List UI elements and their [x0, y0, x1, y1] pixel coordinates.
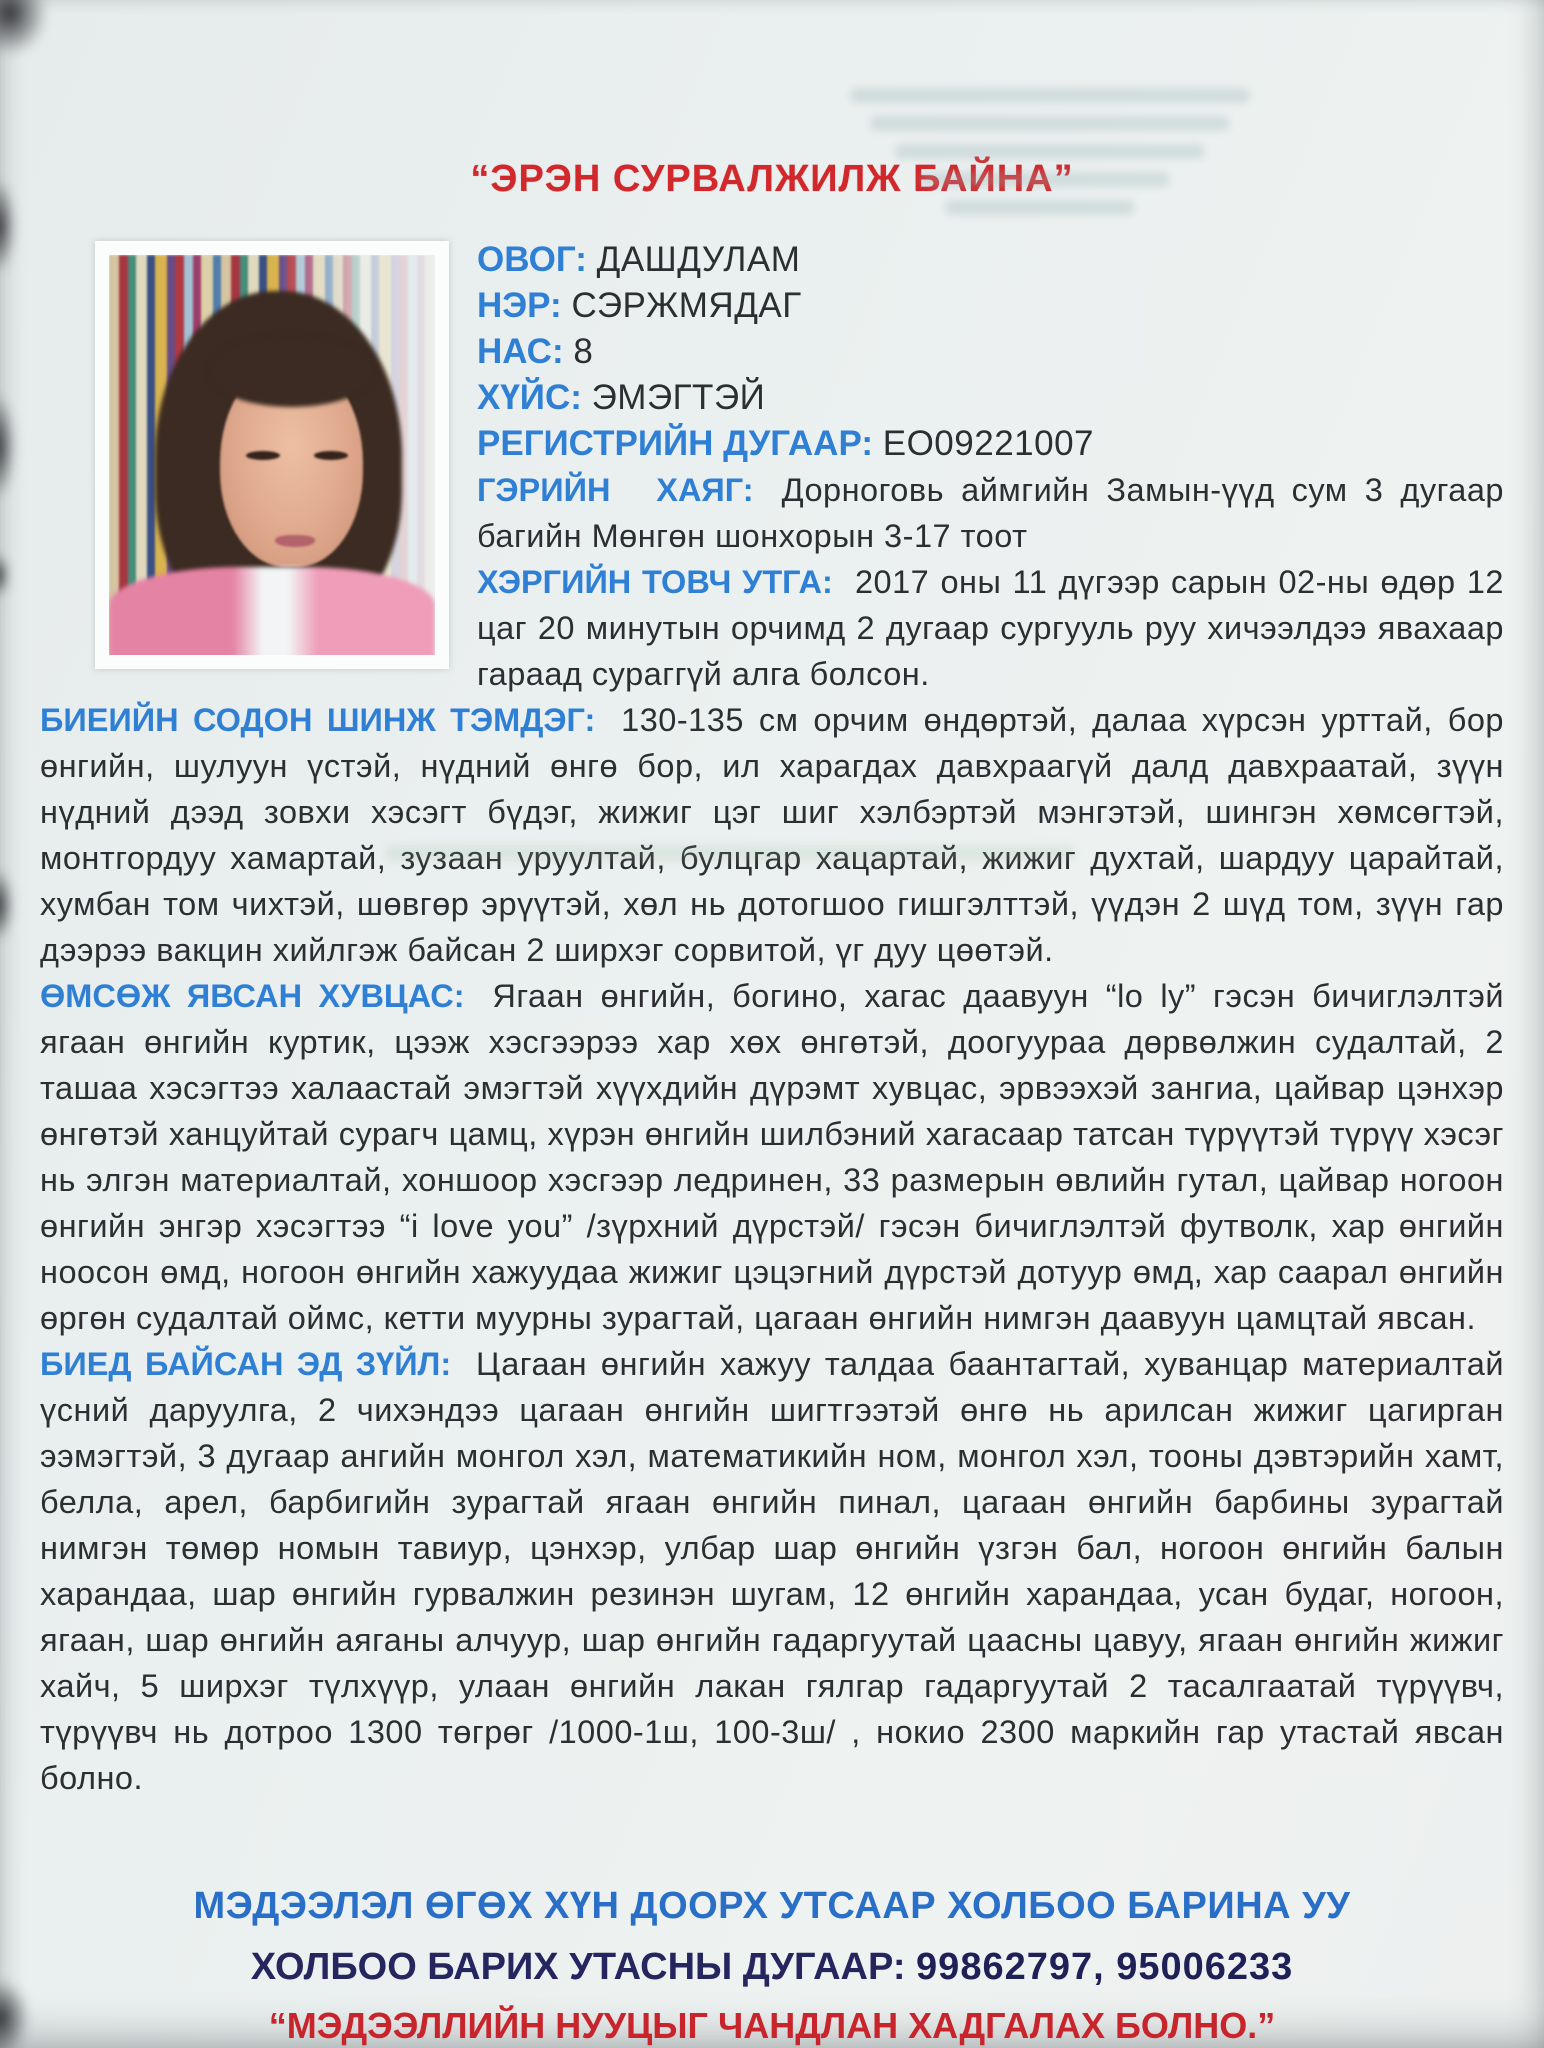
- section-label: БИЕД БАЙСАН ЭД ЗҮЙЛ:: [40, 1346, 452, 1382]
- field-label: НЭР:: [477, 286, 562, 325]
- scan-artifact: [0, 0, 48, 56]
- belongings-paragraph: [40, 1341, 1504, 1801]
- field-value: ДАШДУЛАМ: [596, 240, 801, 279]
- footer-phone-label: ХОЛБОО БАРИХ УТАСНЫ ДУГААР:: [250, 1946, 906, 1988]
- flyer-content: [0, 237, 1544, 1801]
- field-label: ОВОГ:: [477, 240, 587, 279]
- photo-pink-jacket: [109, 567, 435, 655]
- field-label: ХЭРГИЙН ТОВЧ УТГА:: [477, 564, 833, 600]
- footer-phone-line: [0, 1946, 1544, 1989]
- section-text: 130-135 см орчим өндөртэй, далаа хүрсэн урттай, бор өнгийн, шулуун үстэй, нүдний өнгө бор, ил харагдах давхраагүй далд давхраатай, зүүн нүдний дээд зовхи хэсэгт бүдэг, жижиг цэг шиг хэлбэртэй мэнгэтэй, шингэн хөмсөгтэй, монтгордуу хамартай, зузаан уруултай, булцгар хацартай, жижиг духтай, шардуу царайтай, хумбан том чихтэй, шөвгөр эрүүтэй, хөл нь дотогшоо гишгэлттэй, үүдэн 2 шүд том, зүүн гар дээрээ вакцин хийлгэж байсан 2 ширхэг сорвитой, үг дуу цөөтэй.: [40, 702, 1505, 968]
- field-value: 2017 оны 11 дүгээр сарын 02-ны өдөр 12 цаг 20 минутын орчимд 2 дугаар сургууль руу хичээлдээ явахаар гараад сураггүй алга болсон.: [477, 564, 1504, 692]
- section-label: ӨМСӨЖ ЯВСАН ХУВЦАС:: [40, 978, 465, 1014]
- field-label: НАС:: [477, 332, 564, 371]
- field-label: ХҮЙС:: [477, 378, 582, 417]
- field-value: ЭМЭГТЭЙ: [591, 378, 766, 417]
- field-value: Дорноговь аймгийн Замын-үүд сум 3 дугаар багийн Мөнгөн шонхорын 3-17 тоот: [477, 472, 1504, 554]
- field-value: EO09221007: [882, 424, 1095, 463]
- footer-phone-numbers: 99862797, 95006233: [916, 1946, 1294, 1988]
- field-label: ГЭРИЙН ХАЯГ:: [477, 472, 754, 508]
- footer-info-line: МЭДЭЭЛЭЛ ӨГӨХ ХҮН ДООРХ УТСААР ХОЛБОО БАРИНА УУ: [193, 1885, 1351, 1927]
- section-text: Ягаан өнгийн, богино, хагас даавуун “lo ly” гэсэн бичиглэлтэй ягаан өнгийн куртик, цээж хэсгээрээ хар хөх өнгөтэй, доогуураа дөрвөлжин судалтай, 2 ташаа хэсэгтээ халаастай эмэгтэй хүүхдийн дүрэмт хувцас, эрвээхэй зангиа, цайвар цэнхэр өнгөтэй ханцуйтай сурагч цамц, хүрэн өнгийн шилбэний хагасаар татсан түрүүтэй түрүү хэсэг нь элгэн материалтай, хоншоор хэсгээр ледринен, 33 размерын өвлийн гутал, цайвар ногоон өнгийн энгэр хэсэгтээ “i love you” /зүрхний дүрстэй/ гэсэн бичиглэлтэй футволк, хар өнгийн ноосон өмд, ногоон өнгийн хажуудаа жижиг цэцэгний дүрстэй дотуур өмд, хар саарал өнгийн өргөн судалтай оймс, кетти муурны зурагтай, цагаан өнгийн нимгэн даавуун цамцтай явсан.: [40, 978, 1504, 1336]
- field-label: РЕГИСТРИЙН ДУГААР:: [477, 424, 873, 463]
- bleed-through-watermark: [850, 88, 1280, 228]
- page-title: “ЭРЭН СУРВАЛЖИЛЖ БАЙНА”: [470, 158, 1074, 200]
- missing-child-photo: [95, 241, 449, 669]
- clothing-paragraph: [40, 973, 1504, 1341]
- field-value: СЭРЖМЯДАГ: [571, 286, 802, 325]
- section-label: БИЕИЙН СОДОН ШИНЖ ТЭМДЭГ:: [40, 702, 596, 738]
- section-text: Цагаан өнгийн хажуу талдаа баантагтай, хуванцар материалтай үсний даруулга, 2 чихэндээ цагаан өнгийн шигтгээтэй өнгө нь арилсан жижиг цагирган ээмэгтэй, 3 дугаар ангийн монгол хэл, математикийн ном, монгол хэл, тооны дэвтэрийн хамт, белла, арел, барбигийн зурагтай ягаан өнгийн пинал, цагаан өнгийн барбины зурагтай нимгэн төмөр номын тавиур, цэнхэр, улбар шар өнгийн үзгэн бал, ногоон өнгийн балын харандаа, шар өнгийн гурвалжин резинэн шугам, 12 өнгийн харандаа, усан будаг, ногоон, ягаан, шар өнгийн аяганы алчуур, шар өнгийн гадаргуутай цаасны цавуу, ягаан өнгийн жижиг хайч, 5 ширхэг түлхүүр, улаан өнгийн лакан гялгар гадаргуутай 2 тасалгаатай түрүүвч, түрүүвч нь дотроо 1300 төгрөг /1000-1ш, 100-3ш/ , нокио 2300 маркийн гар утастай явсан болно.: [40, 1346, 1504, 1796]
- footer: [0, 1801, 1544, 2047]
- bleed-through-line: [385, 845, 1075, 861]
- field-value: 8: [573, 332, 594, 371]
- footer-confidentiality-line: “МЭДЭЭЛЛИЙН НУУЦЫГ ЧАНДЛАН ХАДГАЛАХ БОЛНО.”: [268, 2005, 1276, 2046]
- physical-description-paragraph: [40, 697, 1504, 973]
